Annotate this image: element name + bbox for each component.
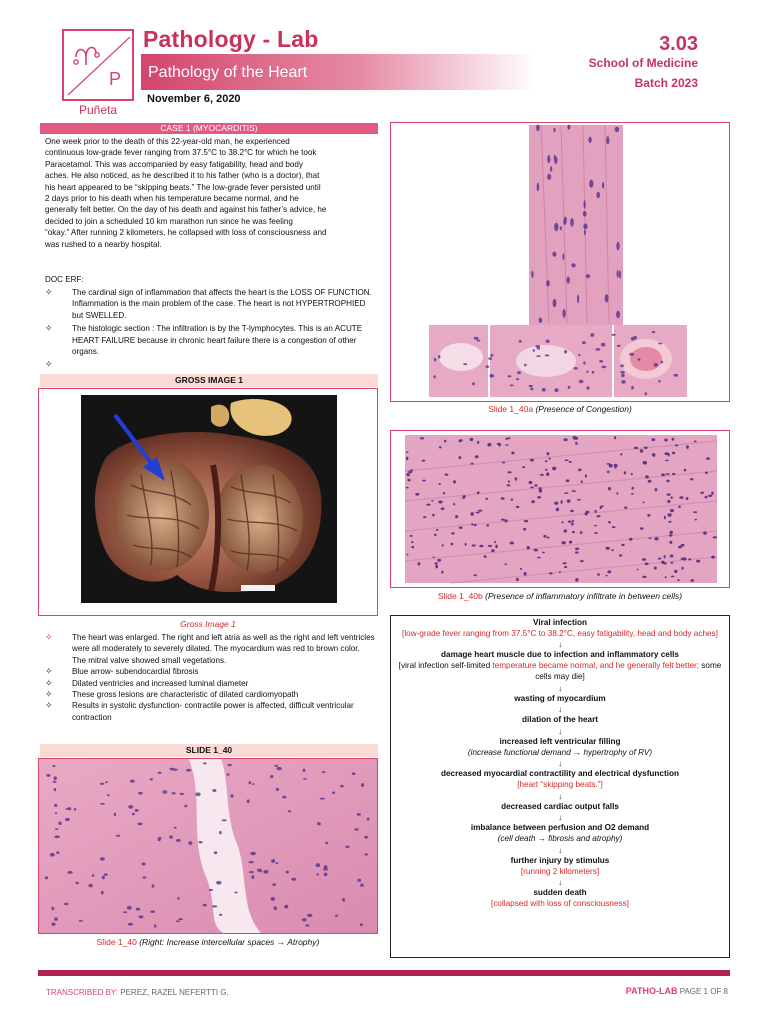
gross-finding-text: Results in systolic dysfunction- contractile power is affected, difficult ventricular contraction [72, 701, 354, 722]
flow-step-text: decreased cardiac output falls [501, 801, 619, 811]
page-title: Pathology - Lab [143, 26, 319, 52]
slide-1-40-heading: SLIDE 1_40 [40, 744, 378, 757]
diamond-bullet-icon: ✧ [45, 677, 53, 688]
transcriber-name: PEREZ, RAZEL NEFERTTI G. [120, 988, 229, 997]
page-date: November 6, 2020 [147, 93, 241, 105]
flow-step-text: further injury by stimulus [510, 855, 610, 865]
flow-arrow-icon: ↓ [557, 705, 563, 715]
flow-step [392, 715, 728, 726]
transcribed-by-label: TRANSCRIBED BY: [46, 988, 119, 997]
flow-step [392, 888, 728, 899]
flow-step-text: some cells may die] [535, 661, 722, 681]
case-line: decided to join a scheduled 10 km marathon run since he was feeling [45, 216, 293, 226]
flow-step-text: (increase functional demand → hypertrophy of RV) [467, 747, 653, 757]
pathogenesis-flowchart [392, 618, 728, 910]
slide-1-40a-caption-text: (Presence of Congestion) [535, 404, 632, 414]
flow-step [392, 769, 728, 780]
flow-step [392, 694, 728, 705]
flow-step [392, 823, 728, 834]
flow-arrow-icon: ↓ [557, 640, 563, 650]
flow-step-text: damage heart muscle due to infection and inflammatory cells [441, 650, 679, 660]
gross-heart-photo [81, 395, 337, 603]
footer-brand: PATHO-LAB [625, 986, 678, 996]
gross-finding [45, 700, 375, 723]
case-heading: CASE 1 (MYOCARDITIS) [40, 123, 378, 134]
gross-heading: GROSS IMAGE 1 [40, 374, 378, 387]
flow-step [392, 899, 728, 910]
flow-step [392, 780, 728, 791]
case-narrative [45, 136, 375, 250]
diamond-bullet-icon: ✧ [45, 666, 53, 677]
slide-1-40b-caption-text: (Presence of inflammatory infiltrate in between cells) [485, 591, 683, 601]
flow-step [392, 802, 728, 813]
flow-step-text: [collapsed with loss of consciousness] [491, 898, 629, 908]
flow-step-text: increased left ventricular filling [499, 736, 621, 746]
document-number: 3.03 [659, 33, 698, 55]
flow-arrow-icon: ↓ [557, 813, 563, 823]
flow-step-text: decreased myocardial contractility and electrical dysfunction [441, 769, 679, 779]
slide-1-40-caption [38, 937, 378, 947]
flow-step [392, 737, 728, 748]
slide-1-40b-caption-label: Slide 1_40b [437, 591, 483, 601]
diamond-bullet-icon: ✧ [45, 359, 53, 370]
logo-letter: P [109, 69, 122, 89]
case-line: One week prior to the death of this 22-year-old man, he experienced [45, 137, 290, 146]
flow-step [392, 856, 728, 867]
footer-transcriber [46, 988, 229, 997]
doc-note [45, 323, 375, 357]
case-line: Paracetamol. This was accompanied by easy fatigability, head and body [45, 159, 303, 169]
flow-step [392, 867, 728, 878]
gross-finding [45, 666, 375, 677]
batch-label: Batch 2023 [634, 76, 698, 90]
flow-step-text: [running 2 kilometers] [520, 866, 600, 876]
gross-finding [45, 678, 375, 689]
footer-page [626, 986, 728, 996]
flow-step [392, 650, 728, 661]
diamond-bullet-icon: ✧ [45, 323, 53, 334]
school-name: School of Medicine [588, 56, 698, 70]
gross-finding-text: These gross lesions are characteristic of dilated cardiomyopath [72, 690, 299, 700]
slide-1-40-micrograph [39, 759, 377, 933]
flow-step [392, 748, 728, 759]
slide-1-40a-micrograph [391, 123, 729, 401]
slide-1-40a-caption-label: Slide 1_40a [488, 404, 534, 414]
logo [62, 29, 134, 101]
doc-notes-list [45, 287, 375, 370]
doc-label: DOC ERF: [45, 275, 84, 284]
doc-note-text: The cardinal sign of inflammation that affects the heart is the LOSS OF FUNCTION. Inflammation is the main problem of the case. The heart is not HYPERTROPHIED but SWELLED. [72, 288, 372, 320]
flow-step-text: [heart “skipping beats.”] [517, 780, 603, 790]
flow-arrow-icon: ↓ [557, 759, 563, 769]
flow-step [392, 834, 728, 845]
diamond-bullet-icon: ✧ [45, 632, 53, 642]
flow-step-text: temperature became normal, and he generally felt better; [492, 661, 700, 671]
flow-arrow-icon: ↓ [557, 791, 563, 801]
flow-step [392, 661, 728, 682]
doc-note [45, 287, 375, 321]
logo-mark [64, 31, 132, 99]
flow-step [392, 618, 728, 629]
case-line: “okay.” After running 2 kilometers, he collapsed with loss of consciousness and [45, 228, 327, 238]
slide-1-40-caption-text: (Right: Increase intercellular spaces → Atrophy) [139, 937, 320, 947]
flow-step-text: [low-grade fever ranging from 37.5°C to 38.2°C, easy fatigability, head and body aches] [402, 628, 718, 638]
diamond-bullet-icon: ✧ [45, 287, 53, 297]
flow-step-text: dilation of the heart [522, 715, 598, 725]
flow-step [392, 629, 728, 640]
flow-step-text: [viral infection self-limited [398, 661, 493, 671]
case-line: his heart appeared to be “skipping beats.” The low-grade fever persisted until [45, 182, 321, 192]
slide-1-40a-caption [390, 404, 730, 414]
flow-arrow-icon: ↓ [557, 878, 563, 888]
diamond-bullet-icon: ✧ [45, 700, 53, 711]
gross-image-frame [38, 388, 378, 616]
page-subtitle: Pathology of the Heart [148, 64, 308, 81]
case-line: continuous low-grade fever ranging from 37.5°C to 38.2°C for which he took [45, 148, 317, 158]
slide-1-40-caption-label: Slide 1_40 [96, 937, 137, 947]
gross-finding-text: The heart was enlarged. The right and left atria as well as the right and left ventricles were all moderately to severely dilated. The myocardium was red to brown color. The mitral valve showed small vegetations. [72, 633, 375, 665]
slide-1-40-frame [38, 758, 378, 934]
case-line: generally felt better. On the day of his death and against his father’s advice, he [45, 205, 327, 215]
slide-1-40b-caption [390, 591, 730, 601]
gross-findings-list [45, 632, 375, 723]
flow-step-text: wasting of myocardium [514, 693, 606, 703]
gross-finding [45, 689, 375, 700]
slide-1-40b-frame [390, 430, 730, 588]
diamond-bullet-icon: ✧ [45, 689, 53, 700]
flow-step-text: sudden death [533, 888, 587, 898]
case-line: aches. He also noticed, as he described it to his father (who is a doctor), that [45, 171, 320, 181]
case-line: was rushed to a nearby hospital. [45, 239, 162, 249]
flow-arrow-icon: ↓ [557, 726, 563, 736]
flow-arrow-icon: ↓ [557, 683, 563, 693]
logo-caption: Puñeta [78, 103, 118, 117]
case-line: 2 days prior to his death when his temperature became normal, and he [45, 194, 299, 204]
gross-finding [45, 632, 375, 666]
slide-1-40b-micrograph [391, 431, 729, 587]
gross-finding-text: Dilated ventricles and increased luminal diameter [72, 678, 249, 688]
page-indicator: PAGE 1 OF 8 [679, 987, 728, 996]
slide-1-40a-frame [390, 122, 730, 402]
flow-arrow-icon: ↓ [557, 845, 563, 855]
flow-step-text: (cell death → fibrosis and atrophy) [497, 834, 623, 844]
flow-step-text: Viral infection [533, 618, 587, 627]
flow-step-text: imbalance between perfusion and O2 demand [470, 823, 650, 833]
footer-bar [38, 970, 730, 976]
gross-image-caption: Gross Image 1 [180, 619, 236, 629]
doc-note-text: The histologic section : The infiltration is by the T-lymphocytes. This is an ACUTE HEART FAILURE because in chronic heart failure there is a congestion of other organs. [72, 324, 363, 357]
gross-finding-text: Blue arrow- subendocardial fibrosis [72, 667, 199, 677]
